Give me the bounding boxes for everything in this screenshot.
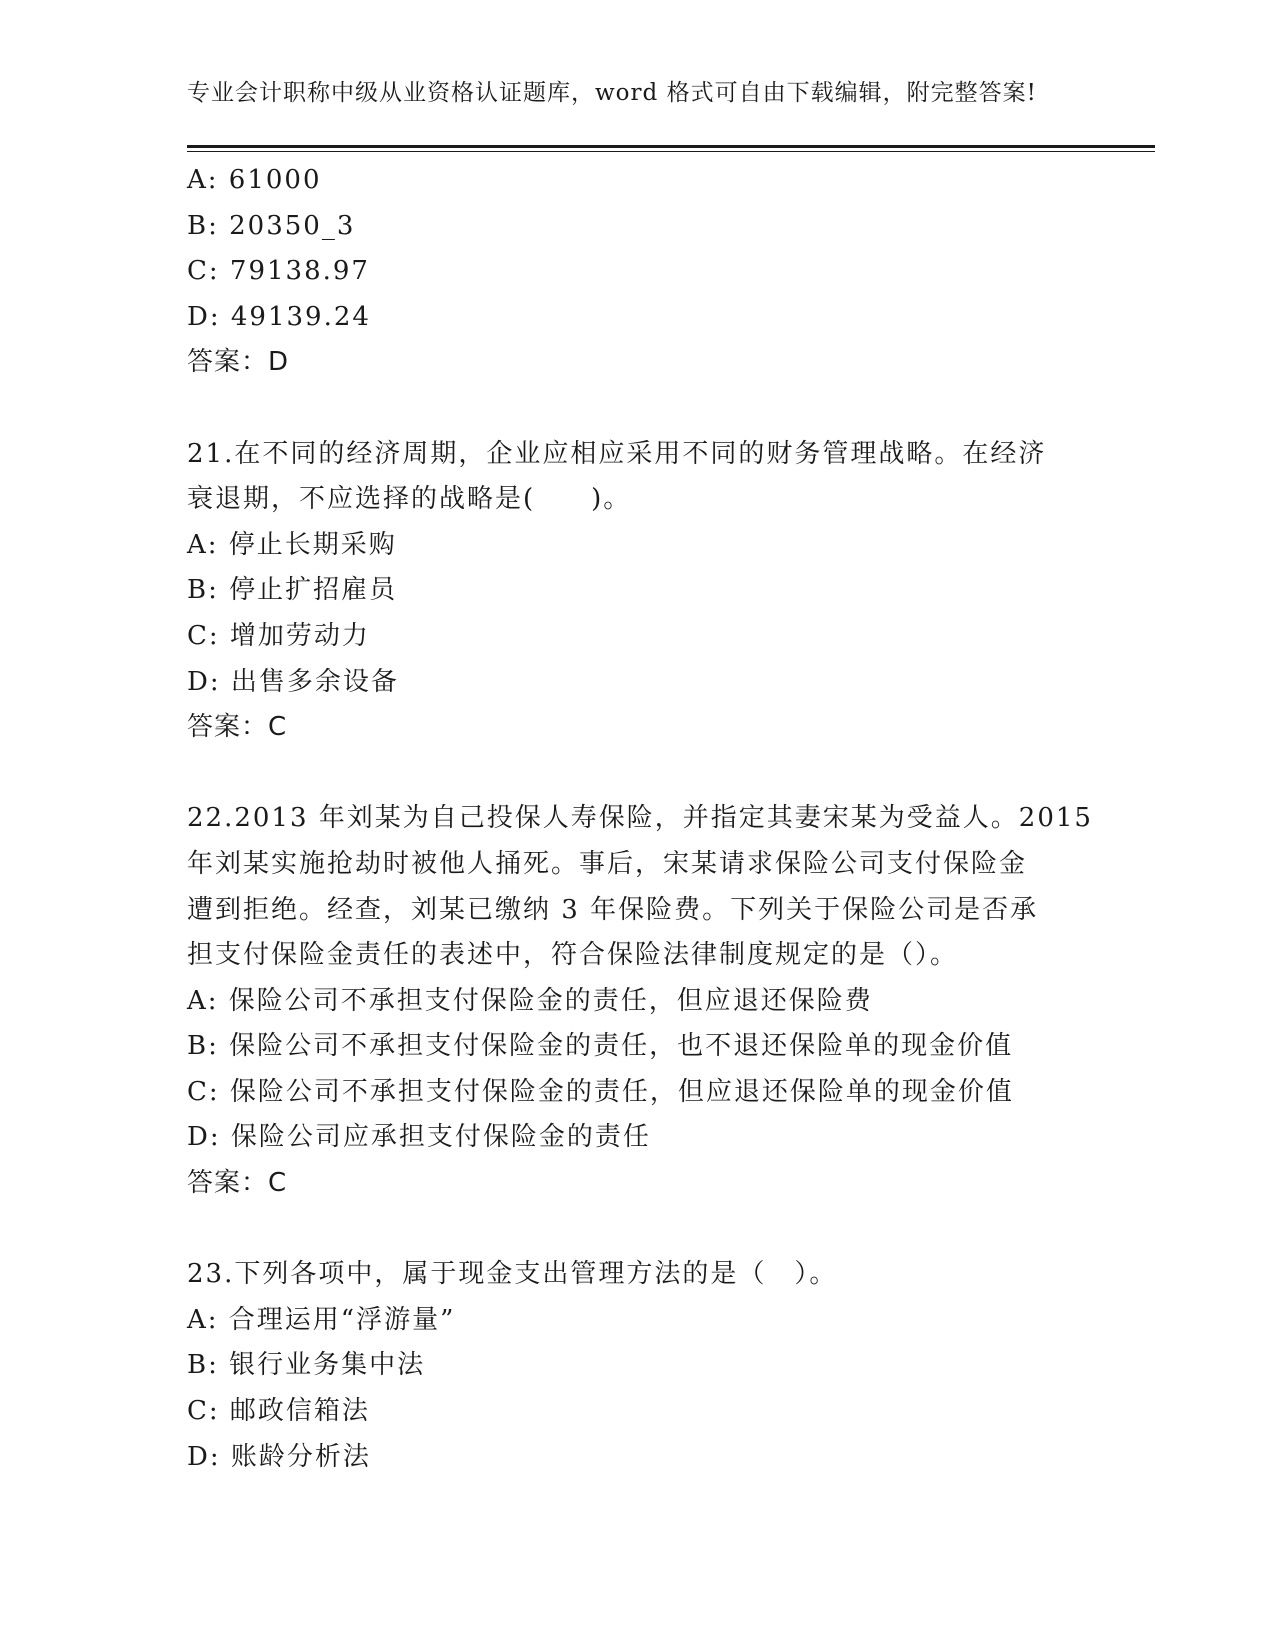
option-a: A: 合理运用“浮游量” — [187, 1304, 456, 1335]
question-stem-line: 担支付保险金责任的表述中，符合保险法律制度规定的是（）。 — [187, 940, 959, 971]
option-c: C: 邮政信箱法 — [187, 1396, 370, 1427]
question-stem-line: 衰退期，不应选择的战略是( )。 — [187, 484, 632, 515]
question-stem-line: 21.在不同的经济周期，企业应相应采用不同的财务管理战略。在经济 — [187, 438, 1047, 469]
question-block-prev — [187, 158, 1087, 386]
option-a: A: 停止长期采购 — [187, 529, 397, 560]
question-23 — [187, 1252, 1087, 1480]
question-22 — [187, 796, 1093, 1206]
page-header: 专业会计职称中级从业资格认证题库，word 格式可自由下载编辑，附完整答案! — [187, 80, 1037, 106]
question-list — [187, 158, 1093, 1480]
spacer — [187, 751, 1087, 797]
answer-line: 答案：C — [187, 712, 288, 743]
option-a: A: 61000 — [187, 165, 322, 195]
question-stem-line: 年刘某实施抢劫时被他人捅死。事后，宋某请求保险公司支付保险金 — [187, 848, 1028, 879]
option-c: C: 79138.97 — [187, 256, 370, 287]
spacer — [187, 1207, 1087, 1253]
question-21 — [187, 432, 1087, 751]
option-b: B: 银行业务集中法 — [187, 1350, 426, 1381]
option-b: B: 20350_3 — [187, 210, 356, 241]
question-stem-line: 23.下列各项中，属于现金支出管理方法的是（ ）。 — [187, 1259, 838, 1290]
option-d: D: 保险公司应承担支付保险金的责任 — [187, 1122, 651, 1153]
option-a: A: 保险公司不承担支付保险金的责任，但应退还保险费 — [187, 985, 873, 1016]
option-d: D: 账龄分析法 — [187, 1441, 371, 1472]
option-b: B: 保险公司不承担支付保险金的责任，也不退还保险单的现金价值 — [187, 1031, 1014, 1062]
option-c: C: 保险公司不承担支付保险金的责任，但应退还保险单的现金价值 — [187, 1076, 1014, 1107]
option-d: D: 出售多余设备 — [187, 666, 399, 697]
header-rule-thin — [187, 151, 1155, 152]
spacer — [187, 386, 1087, 432]
option-c: C: 增加劳动力 — [187, 620, 370, 651]
answer-line: 答案：C — [187, 1168, 288, 1199]
answer-line: 答案：D — [187, 347, 290, 378]
header-rule — [187, 145, 1155, 148]
option-b: B: 停止扩招雇员 — [187, 575, 398, 606]
question-stem-line: 遭到拒绝。经查，刘某已缴纳 3 年保险费。下列关于保险公司是否承 — [187, 894, 1039, 925]
option-d: D: 49139.24 — [187, 301, 371, 332]
question-stem-line: 22.2013 年刘某为自己投保人寿保险，并指定其妻宋某为受益人。2015 — [187, 803, 1093, 834]
